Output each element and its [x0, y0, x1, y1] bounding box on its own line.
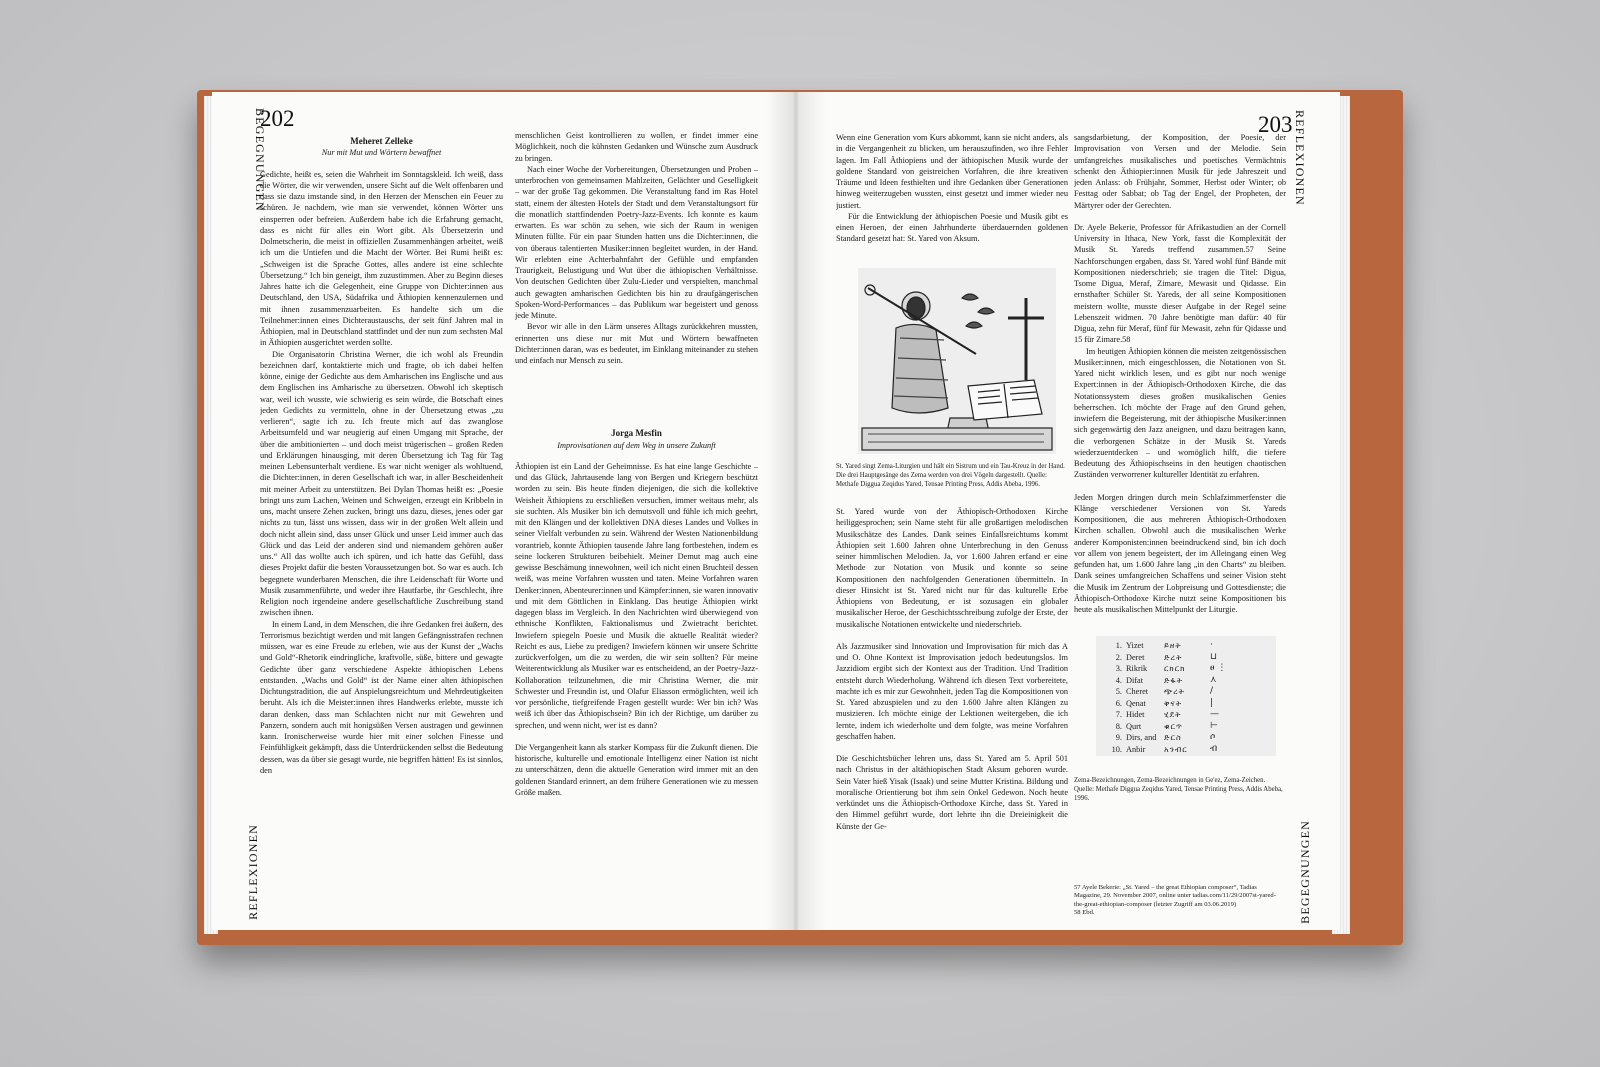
paragraph: Im heutigen Äthiopien können die meisten zeitgenössischen Musiker:innen, mich eingeschlossen, die Notationen von St. Yared nicht wirklich lesen, und es gibt nur noch wenige Expert:innen in der Äthiopisch-Orthodoxen Kirche, die das Notationssystem dieses großen musikalischen Genies beherrschen. Ich möchte der Frage auf den Grund gehen, inwiefern die Begeisterung, mit der äthiopische Musiker:innen sich gegenwärtig den Jazz aneignen, und dazu beitragen kann, die verborgenen Schätze in der Musik St. Yareds wiederzuentdecken – und womöglich hilft, die tiefere Bedeutung des Äthiopischseins in den heutigen chaotischen Zuständen verworrener kultureller Identität zu erfahren.: [1074, 346, 1286, 480]
footnote: 58 Ebd.: [1074, 909, 1095, 917]
table-caption: Zema-Bezeichnungen, Zema-Bezeichnungen in Ge'ez, Zema-Zeichen. Quelle: Methafe Diggua Zeqidus Yared, Tensae Printing Press, Addis Abeba, 1996.: [1074, 777, 1283, 802]
zema-row: 7. Hidet ሂደት —: [1115, 709, 1219, 719]
zema-row: 6. Qenat ቅናት |: [1115, 697, 1214, 708]
footnotes: [1074, 884, 1286, 918]
left-page: [212, 92, 796, 930]
page-number-left: 202: [260, 106, 295, 131]
running-head-right-bottom: BEGEGNUNGEN: [1298, 820, 1312, 924]
paragraph: Äthiopien ist ein Land der Geheimnisse. Es hat eine lange Geschichte – und das Glück, Jahrtausende lang von Bergen und Kriegern beschützt worden zu sein. Bis heute finden diejenigen, die sich die kollektive Weisheit Äthiopiens zu erschließen versuchen, immer weitaus mehr, als sie suchten. Als Musiker bin ich demutsvoll und fühle ich mich geehrt, mit den Klängen und der kollektiven DNA dieses Landes und Volkes in seiner Vielfalt verbunden zu sein. Während der Westen Nationenbildung vorantrieb, konnte Äthiopien tausende Jahre lang fortbestehen, indem es seine lockeren Strukturen beibehielt. Meiner Demut mag auch eine gewisse Beschämung innewohnen, weil ich nicht einen Bruchteil dessen weiß, was meine Vorfahren wussten und taten. Meine Vorfahren waren Denker:innen, Abenteurer:innen und Kämpfer:innen, sie waren innovativ und mit dem Göttlichen in Einklang. Das heutige Äthiopien wirkt dagegen blass im Vergleich. In den Nachrichten wird überwiegend von ethnische Konflikten, Faktionalismus und Zwietracht berichtet. Inwiefern spiegeln Poesie und Musik die aktuelle Realität wieder? Reicht es aus, Liebe zu predigen? Inwiefern können wir unsere Schritte zurückverfolgen, um die zu werden, die wir sein sollten? Für meine Weiterentwicklung als Musiker war es entscheidend, an der Poetry-Jazz-Kollaboration teilzunehmen, die mir Christina Werner, die mir Schwester und Freundin ist, und Olafur Eliasson ermöglichten, weil ich vor persönliche, tiefgreifende Fragen gestellt wurde: Wer bin ich? Was weiß ich über das Äthiopischsein? Bin ich der Richtige, um darüber zu sprechen, und wenn nicht, wer ist es dann?: [515, 461, 758, 730]
footnote: 57 Ayele Bekerie: „St. Yared – the great Ethiopian composer“, Tadias Magazine, 29. November 2007, online unter tadias.com/11/29/2007st-yared-the-great-ethiopian-composer (letzter Zugriff am 03.06.2019): [1074, 884, 1276, 908]
paragraph: St. Yared wurde von der Äthiopisch-Orthodoxen Kirche heiliggesprochen; sein Name steht für alle großartigen melodischen Musikschätze des Landes. Dank seines Einfallsreichtums kommt Äthiopien seit 1.600 Jahren ohne Unterbrechung in den Genuss seiner himmlischen Melodien. Ja, vor 1.600 Jahren erfand er eine Methode zur Notation von Musik und konnte so seine Kompositionen den nachfolgenden Generationen übermitteln. In dieser Hinsicht ist St. Yared nicht nur für das kulturelle Erbe Äthiopiens von Bedeutung, er ist sozusagen ein globaler musikalischer Heroe, der Geschichtsschreibung zufolge der Erste, der musikalische Notationen entwickelte und niederschrieb.: [836, 507, 1068, 629]
article-subtitle: Improvisationen auf dem Weg in unsere Zukunft: [557, 440, 716, 450]
paragraph: sangsdarbietung, der Komposition, der Poesie, der Improvisation von Versen und der Melodie. Sein umfangreiches musikalisches und poetisches Vermächtnis schenkt den Äthiopier:innen Musik für jede Jahreszeit und jeden Anlass: ob Frühjahr, Sommer, Herbst oder Winter; ob Festtag oder Sabbat; ob Tag der Engel, der Propheten, der Märtyrer oder der Gerechten.: [1074, 133, 1286, 210]
paragraph: Gedichte, heißt es, seien die Wahrheit im Sonntagskleid. Ich weiß, dass die Wörter, die wir verwenden, unsere Sicht auf die Welt offenbaren und dass sie dazu imstande sind, in den Herzen der Menschen ein Feuer zu schüren. Je nachdem, wie man sie verwendet, können Wörter uns einsperren oder befreien. Außerdem habe ich die Erfahrung gemacht, dass es nicht für alles ein Wort gibt. Als Übersetzerin und Dolmetscherin, die meist in offiziellen Zusammenhängen arbeitet, weiß ich um die Untiefen und die Macht der Wörter. Bei Rumi heißt es: „Schweigen ist die Sprache Gottes, alles andere ist eine schlechte Übersetzung.“ Ich bin geneigt, ihm zuzustimmen. Aber zu Beginn dieses Jahres hatte ich die Gelegenheit, eine Gruppe von Dichter:innen aus Deutschland, den USA, Südafrika und Äthiopien kennenzulernen und mit ihnen zusammenzuarbeiten. Es handelte sich um die Teilnehmer:innen eines Dichteraustauschs, der seit fünf Jahren mal in Äthiopien, mal in Deutschland stattfindet und der nun zum sechsten Mal in Äthiopien ausgerichtet werden sollte.: [260, 169, 503, 348]
running-head-left-bottom: REFLEXIONEN: [246, 824, 260, 920]
article-heading-zelleke: [260, 136, 503, 159]
running-head-left-top: BEGEGNUNGEN: [253, 108, 267, 212]
right-page: [796, 92, 1340, 930]
paragraph: Für die Entwicklung der äthiopischen Poesie und Musik gibt es einen Heroen, der einen Jahrhunderte überdauernden goldenen Standard gesetzt hat: St. Yared von Aksum.: [836, 211, 1068, 244]
paragraph: Die Geschichtsbücher lehren uns, dass St. Yared am 5. April 501 nach Christus in der altäthiopischen Stadt Aksum geboren wurde. Sein Vater hieß Yisak (Isaak) und seine Mutter Kristina. Bildung und moralische Orientierung bot ihm sein Onkel Gedewon. Noch heute verkündet uns die Äthiopisch-Orthodoxe Kirche, dass St. Yared in den Himmel geführt wurde, dort lehrte ihn die Dreieinigkeit die Künste der Ge-: [836, 754, 1068, 831]
paragraph: In einem Land, in dem Menschen, die ihre Gedanken frei äußern, des Terrorismus bezichtigt werden und mit langen Gefängnisstrafen rechnen müssen, war es eine Freude zu erleben, wie aus der Kunst der „Wachs und Gold“-Rhetorik eindringliche, kraftvolle, süße, bittere und gewagte Gedichte über ganz verschiedene Aspekte äthiopischen Lebens entstanden. „Wachs und Gold“ ist der Name einer alten äthiopischen Dichtungstradition, die auf Anspielungsreichtum und Mehrdeutigkeiten beruht. Als ich die Meister:innen ihres Handwerks erlebte, musste ich daran denken, dass man Schlachten nicht nur mit Gewehren und Panzern, sondern auch mit honigsüßen Versen austragen und gewinnen kann. Ironischerweise wurde hier mit einer solchen Finesse und Feinfühligkeit gekämpft, dass die Unterdrückenden selbst die Bedeutung dessen, was da über sie gesagt wurde, nie begriffen hätten! Es ist sinnlos, den: [260, 619, 503, 775]
paragraph: Die Vergangenheit kann als starker Kompass für die Zukunft dienen. Die historische, kulturelle und emotionale Intelligenz einer Nation ist nicht zu unterschätzen, denn die aktuelle Generation wird immer mit an den goldenen Standard erinnert, an dem frühere Generationen wie zu messen Größe maßen.: [515, 742, 758, 797]
paragraph: menschlichen Geist kontrollieren zu wollen, er findet immer eine Möglichkeit, noch die kühnsten Gedanken und Wünsche zum Ausdruck zu bringen.: [515, 131, 758, 163]
right-column-1-intro: [836, 132, 1068, 262]
paragraph: Als Jazzmusiker sind Innovation und Improvisation für mich das A und O. Ohne Kontext ist Improvisation jedoch bedeutungslos. Im Jazzidiom ergibt sich der Kontext aus der Tradition. Und Tradition entsteht durch Wiederholung. Während ich diesen Text vorbereitete, machte ich es mir zur Gewohnheit, jeden Tag die Kompositionen von St. Yared abzuspielen und zu den 1.600 Jahre alten Klängen zu musizieren. Ich möchte einige der Lektionen weitergeben, die ich lernte, indem ich wiederholte und dem folgte, was meine Vorfahren geschaffen haben.: [836, 641, 1068, 741]
right-column-2: [1074, 132, 1286, 644]
paragraph: Dr. Ayele Bekerie, Professor für Afrikastudien an der Cornell University in Ithaca, New York, fasst die Komplexität der Musik St. Yareds treffend zusammen.57 Seine Nachforschungen ergaben, dass St. Yared wohl fünf Bände mit Kompositionen niederschrieb; sie tragen die Titel: Digua, Tsome Digua, Meraf, Zimare, Mewasit und Qidasse. Ein ernsthafter Schüler St. Yareds, der all seine Kompositionen meistern wollte, musste dieser Aufgabe in der Regel seine Lebenszeit widmen. 70 Jahre benötigte man dafür: 40 für Digua, zehn für Meraf, fünf für Mewasit, zehn für Qidasse und 15 für Zimare.58: [1074, 222, 1286, 345]
right-column-1: [836, 506, 1068, 918]
zema-row: 1. Yizet ይዘት ·: [1115, 640, 1213, 650]
zema-row: 3. Rikrik ርክርክ ፀ ⋮: [1115, 663, 1227, 673]
st-yared-illustration: [858, 268, 1056, 454]
page-number-right: 203: [1258, 112, 1293, 137]
left-column-1: [260, 136, 503, 916]
running-head-right-top: REFLEXIONEN: [1293, 110, 1307, 206]
zema-notation-table: [1096, 636, 1276, 756]
paragraph: Nach einer Woche der Vorbereitungen, Übersetzungen und Proben – unterbrochen von gemeinsamen Mahlzeiten, Gelächter und Geselligkeit – war der große Tag gekommen. Die Veranstaltung fand im Ras Hotel statt, einem der ältesten Hotels der Stadt und dem Veranstaltungsort für die monatlich stattfindenden Poetry-Jazz-Events. Ich konnte es kaum erwarten. Es war schön zu sehen, wie sich der Raum in wenigen Minuten füllte. Für ein paar Stunden hatten uns die Dichter:innen, die von überaus talentierten Musiker:innen begleitet wurden, in der Hand. Wir erlebten eine Achterbahnfahrt der Gefühle und empfanden Traurigkeit, Belustigung und Wut über die äthiopischen Verhältnisse. Von deutschen Gedichten über Zulu-Lieder und verspielten, manchmal auch gewagten amharischen Gedichten bis hin zu draufgängerischen Spoken-Word-Performances – das Publikum war begeistert und genoss jede Minute.: [515, 164, 758, 320]
zema-row: 5. Cheret ጭረት /: [1115, 686, 1214, 696]
paragraph: Bevor wir alle in den Lärm unseres Alltags zurückkehren mussten, erinnerten uns diese nur mit Mut und Wörtern bewaffneten Dichter:innen daran, was es bedeutet, im Einklang miteinander zu stehen und einfach nur Mensch zu sein.: [515, 322, 758, 365]
zema-row: 2. Deret ድረት ⊔: [1115, 651, 1218, 662]
paragraph: Wenn eine Generation vom Kurs abkommt, kann sie nicht anders, als in die Vergangenheit zu blicken, um herauszufinden, wo ihre Fehler lagen. Im Fall Äthiopiens und der äthiopischen Musik wurde der goldene Standard von geistreichen Vorfahren, die ihre kreativen Träume und Ideen festhielten und ihre Gedanken über Generationen hinweg weiterzugeben wussten, einst gesetzt und immer wieder neu justiert.: [836, 133, 1068, 210]
paragraph: Jeden Morgen dringen durch mein Schlafzimmerfenster die Klänge verschiedener Versionen von St. Yareds Kompositionen, die aus mehreren Äthiopisch-Orthodoxen Kirchen schallen. Obwohl auch die musikalischen Werke anderer Komponisten:innen beeindruckend sind, bin ich doch vor allem von jenem begeistert, der im Alleingang einen Weg gefunden hat, um 1.600 Jahre lang „in den Charts“ zu bleiben. Dank seines umfangreichen Schaffens und seiner Vision steht die Musik im Zentrum der Lobpreisung und Gottesdienste; die Äthiopisch-Orthodoxe Kirche nutzt seine Kompositionen bis heute als musikalischen Mittelpunkt der Liturgie.: [1074, 492, 1286, 614]
article-subtitle: Nur mit Mut und Wörtern bewaffnet: [321, 148, 442, 158]
figure-caption: St. Yared singt Zema-Liturgien und hält ein Sistrum und ein Tau-Kreuz in der Hand. Die drei Hauptgesänge des Zema werden von drei Vögeln dargestellt. Quelle: Methafe Diggua Zeqidus Yared, Tensae Printing Press, Addis Abeba, 1996.: [836, 463, 1065, 488]
zema-row: 10. Anbir አንብር ብ: [1111, 743, 1218, 754]
article-author: Jorga Mesfin: [611, 428, 662, 439]
paragraph: Die Organisatorin Christina Werner, die ich wohl als Freundin bezeichnen darf, kontaktierte mich und fragte, ob ich dabei helfen könne, einige der Gedichte aus dem Amharischen ins Englische und aus dem Englischen ins Amharische zu übersetzen. Obwohl ich skeptisch war, weil ich wusste, wie schwierig es sein würde, die Botschaft eines jeden Gedichts zu vermitteln, ohne in der Übersetzung etwas „zu verlieren“, sagte ich zu. Ich freute mich auf das zwanglose Arbeitsumfeld und war neugierig auf einen Umgang mit Sprache, der über die ambitionierten – und doch meist trügerischen – großen Reden und Erklärungen hinausging, mit deren Übersetzung ich Tag für Tag meinen Lebensunterhalt verdiene. Es war nicht weniger als wohltuend, die Dichter:innen, in deren Gesellschaft ich war, in aller Bescheidenheit mit meiner Arbeit zu unterstützen. Bei Dylan Thomas heißt es: „Poesie bringt uns zum Lachen, Weinen und Schweigen, erzeugt ein Kribbeln in uns, macht unsere Zehen zucken, bringt uns dazu, dieses, jenes oder gar nichts zu tun, lässt uns wissen, dass wir in der großen Welt allein und doch nicht allein sind, dass unser Glück und unser Leid immer auch das Glück und das Leid der anderen sind und niemandem gehören außer uns.“ All das wollte auch ich spüren, und ich hatte das Gefühl, dass dieses Projekt dafür die besten Voraussetzungen bot. So war es auch. Ich begegnete wunderbaren Menschen, die ihre Leidenschaft für Worte und Musik zusammenführte, und weder ihre Hautfarbe, ihr Geschlecht, ihre Religion noch irgendeine andere gesellschaftliche Zuschreibung stand zwischen ihnen.: [260, 349, 503, 618]
article-author: Meheret Zelleke: [350, 136, 413, 146]
zema-row: 8. Qurt ቁርጥ ⊢: [1115, 720, 1218, 731]
article-heading-mesfin: [515, 428, 758, 451]
st-yared-engraving: [858, 268, 1056, 454]
left-column-2: [515, 130, 758, 920]
zema-row: 9. Dirs, and ድርስ ሶ: [1115, 732, 1216, 742]
zema-row: 4. Difat ድፋት ⋏: [1115, 674, 1217, 685]
